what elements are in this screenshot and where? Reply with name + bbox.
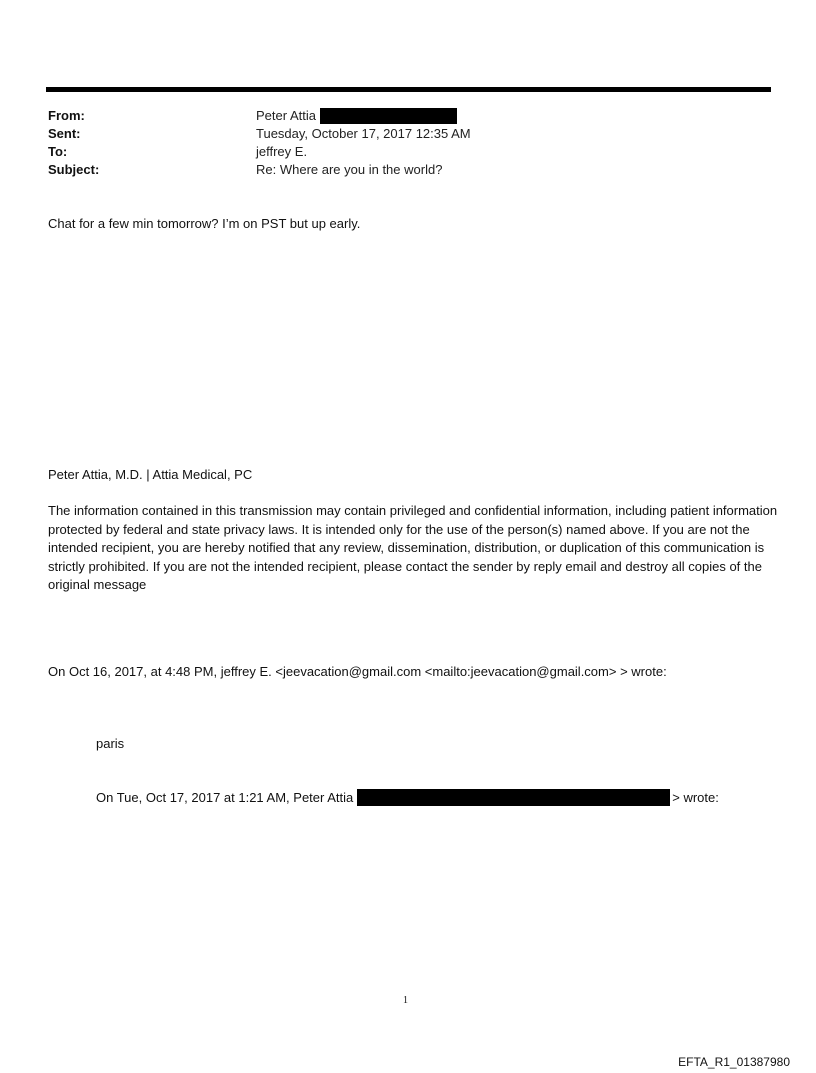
redaction-box	[357, 789, 670, 806]
quote-header-2-prefix: On Tue, Oct 17, 2017 at 1:21 AM, Peter Attia	[96, 790, 354, 805]
from-name: Peter Attia	[256, 108, 316, 123]
header-divider	[46, 87, 771, 92]
to-label: To:	[48, 144, 68, 159]
page-number: 1	[403, 995, 408, 1006]
quoted-reply: paris	[96, 736, 125, 751]
from-label: From:	[48, 108, 85, 123]
from-value	[256, 107, 457, 125]
to-value: jeffrey E.	[256, 144, 308, 159]
sent-label: Sent:	[48, 126, 81, 141]
sent-value: Tuesday, October 17, 2017 12:35 AM	[256, 126, 471, 141]
bates-number: EFTA_R1_01387980	[678, 1055, 790, 1069]
signature: Peter Attia, M.D. | Attia Medical, PC	[48, 467, 253, 482]
redaction-box	[320, 108, 457, 124]
subject-label: Subject:	[48, 162, 100, 177]
quote-header-1: On Oct 16, 2017, at 4:48 PM, jeffrey E. <jeevacation@gmail.com <mailto:jeevacation@gmail.com> > wrote:	[48, 664, 667, 679]
message-text: Chat for a few min tomorrow? I’m on PST but up early.	[48, 216, 361, 231]
confidentiality-disclaimer: The information contained in this transmission may contain privileged and confidential information, including patient information protected by federal and state privacy laws. It is intended only for the use of the person(s) named above. If you are not the intended recipient, you are hereby notified that any review, dissemination, distribution, or duplication of this communication is strictly prohibited. If you are not the intended recipient, please contact the sender by reply email and destroy all copies of the original message	[48, 503, 778, 592]
subject-value: Re: Where are you in the world?	[256, 162, 443, 177]
quote-header-2	[96, 789, 719, 808]
quote-header-2-suffix: > wrote:	[672, 790, 719, 805]
